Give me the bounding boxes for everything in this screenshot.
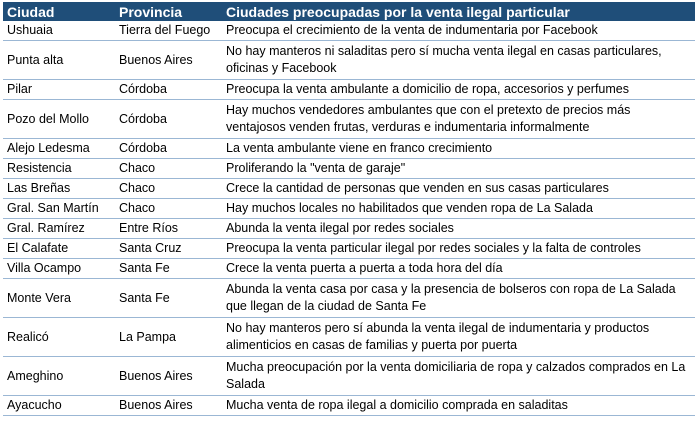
cell-ciudad: Villa Ocampo: [3, 259, 115, 279]
table-header: [3, 2, 695, 21]
cell-provincia: Buenos Aires: [115, 396, 222, 416]
cell-ciudad: Gral. Ramírez: [3, 219, 115, 239]
cell-descripcion: Abunda la venta casa por casa y la presencia de bolseros con ropa de La Salada que llegan de la ciudad de Santa Fe: [222, 279, 695, 318]
table-row: [3, 179, 695, 199]
cell-descripcion: No hay manteros ni saladitas pero sí mucha venta ilegal en casas particulares, oficinas y Facebook: [222, 41, 695, 80]
cell-descripcion: Crece la cantidad de personas que venden en sus casas particulares: [222, 179, 695, 199]
table-row: [3, 357, 695, 396]
cell-descripcion: Abunda la venta ilegal por redes sociales: [222, 219, 695, 239]
cell-provincia: Chaco: [115, 199, 222, 219]
cell-ciudad: Gral. San Martín: [3, 199, 115, 219]
cell-ciudad: Ameghino: [3, 357, 115, 396]
table-row: [3, 219, 695, 239]
cell-provincia: Chaco: [115, 159, 222, 179]
table-row: [3, 139, 695, 159]
header-ciudad: Ciudad: [3, 2, 115, 21]
cell-descripcion: Hay muchos vendedores ambulantes que con el pretexto de precios más ventajosos venden frutas, verduras e indumentaria informalmente: [222, 100, 695, 139]
cell-provincia: Santa Cruz: [115, 239, 222, 259]
cell-ciudad: Monte Vera: [3, 279, 115, 318]
cell-descripcion: Preocupa la venta ambulante a domicilio de ropa, accesorios y perfumes: [222, 80, 695, 100]
table-row: [3, 199, 695, 219]
table-row: [3, 259, 695, 279]
table-row: [3, 159, 695, 179]
cell-ciudad: Las Breñas: [3, 179, 115, 199]
cell-provincia: La Pampa: [115, 318, 222, 357]
cell-provincia: Córdoba: [115, 80, 222, 100]
table-row: [3, 318, 695, 357]
cell-descripcion: Preocupa el crecimiento de la venta de indumentaria por Facebook: [222, 21, 695, 41]
cell-descripcion: Preocupa la venta particular ilegal por redes sociales y la falta de controles: [222, 239, 695, 259]
cell-descripcion: Mucha preocupación por la venta domiciliaria de ropa y calzados comprados en La Salada: [222, 357, 695, 396]
cell-descripcion: Proliferando la "venta de garaje": [222, 159, 695, 179]
cell-ciudad: Alejo Ledesma: [3, 139, 115, 159]
cell-provincia: Entre Ríos: [115, 219, 222, 239]
cell-provincia: Tierra del Fuego: [115, 21, 222, 41]
cell-provincia: Santa Fe: [115, 279, 222, 318]
table-row: [3, 279, 695, 318]
cell-descripcion: Hay muchos locales no habilitados que venden ropa de La Salada: [222, 199, 695, 219]
table-row: [3, 41, 695, 80]
cell-ciudad: Realicó: [3, 318, 115, 357]
cell-ciudad: El Calafate: [3, 239, 115, 259]
cell-ciudad: Pilar: [3, 80, 115, 100]
cell-descripcion: Mucha venta de ropa ilegal a domicilio comprada en saladitas: [222, 396, 695, 416]
table-row: [3, 396, 695, 416]
table-row: [3, 100, 695, 139]
cell-ciudad: Ushuaia: [3, 21, 115, 41]
cell-descripcion: Crece la venta puerta a puerta a toda hora del día: [222, 259, 695, 279]
cell-provincia: Córdoba: [115, 139, 222, 159]
cell-provincia: Córdoba: [115, 100, 222, 139]
cell-provincia: Chaco: [115, 179, 222, 199]
table-row: [3, 80, 695, 100]
cities-table: [3, 2, 695, 416]
cell-provincia: Buenos Aires: [115, 41, 222, 80]
cell-provincia: Buenos Aires: [115, 357, 222, 396]
cell-provincia: Santa Fe: [115, 259, 222, 279]
cell-ciudad: Resistencia: [3, 159, 115, 179]
cell-ciudad: Pozo del Mollo: [3, 100, 115, 139]
header-row: [3, 2, 695, 21]
cell-descripcion: No hay manteros pero sí abunda la venta ilegal de indumentaria y productos alimenticios en casas de familias y puerta por puerta: [222, 318, 695, 357]
header-provincia: Provincia: [115, 2, 222, 21]
table-row: [3, 239, 695, 259]
table-body: [3, 21, 695, 416]
table-row: [3, 21, 695, 41]
cell-ciudad: Ayacucho: [3, 396, 115, 416]
cell-descripcion: La venta ambulante viene en franco crecimiento: [222, 139, 695, 159]
cell-ciudad: Punta alta: [3, 41, 115, 80]
header-descripcion: Ciudades preocupadas por la venta ilegal particular: [222, 2, 695, 21]
